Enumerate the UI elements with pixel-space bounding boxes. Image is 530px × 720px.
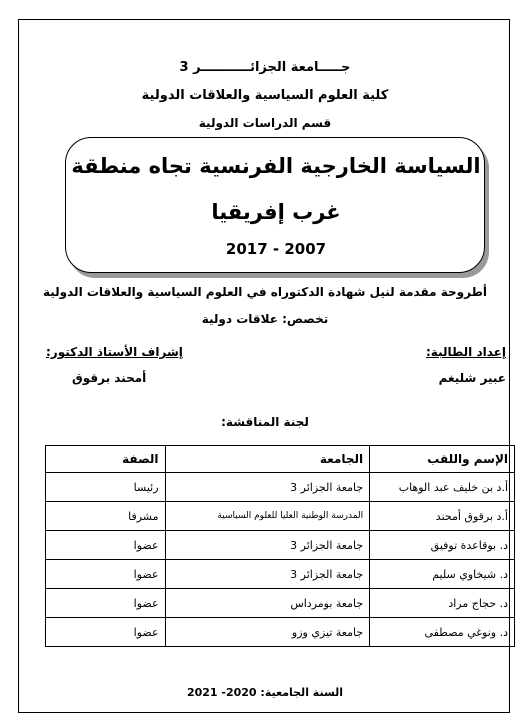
member-role: عضوا <box>46 560 166 589</box>
title-box <box>65 137 485 273</box>
department-name: قسم الدراسات الدولية <box>198 116 332 130</box>
member-name: د. حجاج مراد <box>370 589 515 618</box>
member-university: المدرسة الوطنية العليا للعلوم السياسية <box>165 502 370 531</box>
academic-year: السنة الجامعية: 2020- 2021 <box>186 686 344 699</box>
specialization: تخصص: علاقات دولية <box>201 312 329 326</box>
member-role: عضوا <box>46 618 166 647</box>
member-university: جامعة الجزائر 3 <box>165 473 370 502</box>
member-name: د. شيخاوي سليم <box>370 560 515 589</box>
member-university: جامعة الجزائر 3 <box>165 560 370 589</box>
university-name: جـــــامعة الجزائـــــــــــر 3 <box>179 60 351 75</box>
member-role: مشرفا <box>46 502 166 531</box>
member-role: عضوا <box>46 589 166 618</box>
faculty-name: كلية العلوم السياسية والعلاقات الدولية <box>141 88 389 103</box>
member-name: أ.د بن خليف عبد الوهاب <box>370 473 515 502</box>
thesis-period: 2017 - 2007 <box>225 240 327 258</box>
committee-title: لجنة المناقشة: <box>221 415 309 429</box>
member-name: أ.د برقوق أمحند <box>370 502 515 531</box>
committee-table <box>45 445 515 647</box>
supervisor-label: إشراف الأستاذ الدكتور: <box>46 345 183 359</box>
table-row <box>46 589 515 618</box>
member-university: جامعة بومرداس <box>165 589 370 618</box>
member-university: جامعة الجزائر 3 <box>165 531 370 560</box>
table-row <box>46 473 515 502</box>
member-name: د. بوقاعدة توفيق <box>370 531 515 560</box>
table-row <box>46 560 515 589</box>
thesis-note: أطروحة مقدمة لنيل شهادة الدكتوراه في العلوم السياسية والعلاقات الدولية <box>42 285 487 299</box>
supervisor-name: أمحند برقوق <box>72 371 147 385</box>
table-row <box>46 618 515 647</box>
member-role: رئيسا <box>46 473 166 502</box>
member-name: د. ونوغي مصطفى <box>370 618 515 647</box>
table-header-row <box>46 446 515 473</box>
thesis-title-line-2: غرب إفريقيا <box>211 200 341 224</box>
header-university: الجامعة <box>165 446 370 473</box>
member-role: عضوا <box>46 531 166 560</box>
table-row <box>46 531 515 560</box>
student-label: إعداد الطالبة: <box>426 345 506 359</box>
header-role: الصفة <box>46 446 166 473</box>
header-name: الإسم واللقب <box>370 446 515 473</box>
thesis-title-line-1: السياسة الخارجية الفرنسية تجاه منطقة <box>71 154 481 178</box>
student-name: عبير شليغم <box>438 371 506 385</box>
table-row <box>46 502 515 531</box>
member-university: جامعة تيزي وزو <box>165 618 370 647</box>
